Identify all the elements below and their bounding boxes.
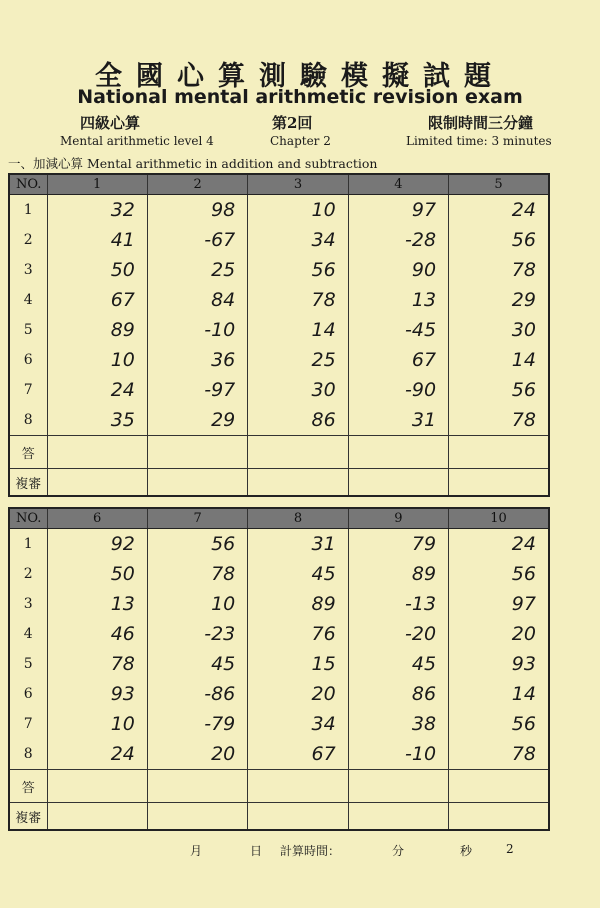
page-number: 2 [506,842,514,856]
review-row [9,469,549,497]
footer-month: 月 [190,844,203,858]
number-cell: 78 [248,285,348,315]
footer-minutes: 分 [392,844,405,858]
row-number: 2 [9,225,47,255]
number-cell: 14 [449,679,549,709]
table-row [9,709,549,739]
row-number: 8 [9,405,47,436]
number-cell: -86 [147,679,247,709]
number-cell: 45 [348,649,448,679]
column-header: 2 [147,174,247,195]
number-cell: 32 [47,195,147,226]
number-cell: -28 [348,225,448,255]
number-cell: 90 [348,255,448,285]
column-header: 7 [147,508,247,529]
number-cell: 24 [47,739,147,770]
review-cell[interactable] [449,803,549,831]
table-row [9,589,549,619]
number-cell: 20 [449,619,549,649]
number-cell: 35 [47,405,147,436]
column-header: 6 [47,508,147,529]
title-chinese: 全國心算測驗模擬試題 [95,61,505,92]
number-cell: 89 [248,589,348,619]
row-number: 4 [9,619,47,649]
number-cell: 89 [47,315,147,345]
row-number: 2 [9,559,47,589]
number-cell: -23 [147,619,247,649]
answer-cell[interactable] [47,770,147,803]
number-cell: 78 [449,739,549,770]
number-cell: 76 [248,619,348,649]
number-cell: 31 [348,405,448,436]
table-row [9,559,549,589]
row-number: 6 [9,345,47,375]
answer-cell[interactable] [147,770,247,803]
number-cell: 34 [248,225,348,255]
number-cell: 56 [449,225,549,255]
number-cell: 56 [147,529,247,560]
footer-seconds: 秒 [460,844,473,858]
review-cell[interactable] [47,469,147,497]
row-number: 1 [9,529,47,560]
number-cell: 67 [47,285,147,315]
number-cell: -90 [348,375,448,405]
row-number: 5 [9,649,47,679]
review-cell[interactable] [248,803,348,831]
number-cell: 36 [147,345,247,375]
answer-cell[interactable] [248,436,348,469]
answer-cell[interactable] [47,436,147,469]
number-cell: 13 [47,589,147,619]
table-row [9,315,549,345]
answer-cell[interactable] [449,770,549,803]
number-cell: -10 [348,739,448,770]
number-cell: 78 [47,649,147,679]
number-cell: 56 [449,559,549,589]
number-cell: -45 [348,315,448,345]
number-cell: 97 [348,195,448,226]
column-header: 9 [348,508,448,529]
footer-day: 日 [250,844,263,858]
review-cell[interactable] [348,469,448,497]
review-cell[interactable] [449,469,549,497]
number-cell: 25 [248,345,348,375]
number-cell: 78 [449,255,549,285]
number-cell: 30 [449,315,549,345]
number-cell: 24 [449,195,549,226]
row-number: 8 [9,739,47,770]
column-header: 8 [248,508,348,529]
time-limit-english: Limited time: 3 minutes [406,134,552,148]
row-number: 4 [9,285,47,315]
review-cell[interactable] [348,803,448,831]
table-row [9,195,549,226]
number-cell: 98 [147,195,247,226]
table-row [9,345,549,375]
chapter-english: Chapter 2 [270,134,331,148]
number-cell: 78 [147,559,247,589]
column-header: 1 [47,174,147,195]
number-cell: 56 [248,255,348,285]
number-cell: 67 [348,345,448,375]
number-cell: 38 [348,709,448,739]
answer-cell[interactable] [248,770,348,803]
answer-row [9,770,549,803]
number-cell: 46 [47,619,147,649]
number-cell: 79 [348,529,448,560]
number-cell: 24 [47,375,147,405]
exercise-table-2 [8,507,550,831]
no-header: NO. [9,508,47,529]
number-cell: 15 [248,649,348,679]
answer-label: 答 [9,770,47,803]
number-cell: 10 [147,589,247,619]
time-limit-chinese: 限制時間三分鐘 [428,114,534,132]
review-label: 複審 [9,803,47,831]
number-cell: 14 [248,315,348,345]
number-cell: 86 [248,405,348,436]
chapter-chinese: 第2回 [272,114,313,132]
review-label: 複審 [9,469,47,497]
number-cell: -13 [348,589,448,619]
header-row [9,174,549,195]
row-number: 3 [9,589,47,619]
number-cell: 10 [47,345,147,375]
number-cell: 31 [248,529,348,560]
number-cell: 20 [147,739,247,770]
footer-calc-time: 計算時間： [280,844,341,858]
number-cell: 93 [449,649,549,679]
table-row [9,739,549,770]
number-cell: -20 [348,619,448,649]
number-cell: -97 [147,375,247,405]
header-row [9,508,549,529]
review-cell[interactable] [47,803,147,831]
number-cell: 67 [248,739,348,770]
number-cell: 34 [248,709,348,739]
table-row [9,619,549,649]
row-number: 5 [9,315,47,345]
title-english: National mental arithmetic revision exam [77,86,523,108]
row-number: 7 [9,709,47,739]
answer-cell[interactable] [449,436,549,469]
number-cell: 93 [47,679,147,709]
level-english: Mental arithmetic level 4 [60,134,214,148]
column-header: 10 [449,508,549,529]
number-cell: 89 [348,559,448,589]
number-cell: 25 [147,255,247,285]
answer-row [9,436,549,469]
table-row [9,375,549,405]
review-cell[interactable] [248,469,348,497]
number-cell: 14 [449,345,549,375]
number-cell: -67 [147,225,247,255]
row-number: 1 [9,195,47,226]
table-row [9,255,549,285]
number-cell: 13 [348,285,448,315]
review-row [9,803,549,831]
review-cell[interactable] [147,469,247,497]
table-row [9,679,549,709]
number-cell: 41 [47,225,147,255]
number-cell: 45 [147,649,247,679]
number-cell: 10 [47,709,147,739]
level-chinese: 四級心算 [80,114,141,132]
number-cell: 50 [47,559,147,589]
review-cell[interactable] [147,803,247,831]
number-cell: 29 [147,405,247,436]
number-cell: 92 [47,529,147,560]
answer-cell[interactable] [348,436,448,469]
number-cell: 30 [248,375,348,405]
no-header: NO. [9,174,47,195]
column-header: 4 [348,174,448,195]
number-cell: -10 [147,315,247,345]
section-title: 一、加減心算 Mental arithmetic in addition and subtraction [8,156,378,171]
table-row [9,529,549,560]
row-number: 6 [9,679,47,709]
number-cell: 56 [449,709,549,739]
column-header: 5 [449,174,549,195]
answer-cell[interactable] [147,436,247,469]
number-cell: 84 [147,285,247,315]
number-cell: 20 [248,679,348,709]
number-cell: 56 [449,375,549,405]
table-row [9,649,549,679]
number-cell: 29 [449,285,549,315]
answer-cell[interactable] [348,770,448,803]
table-row [9,285,549,315]
table-row [9,405,549,436]
number-cell: 97 [449,589,549,619]
number-cell: 10 [248,195,348,226]
number-cell: 50 [47,255,147,285]
row-number: 3 [9,255,47,285]
column-header: 3 [248,174,348,195]
table-row [9,225,549,255]
exercise-table-1 [8,173,550,497]
number-cell: 78 [449,405,549,436]
row-number: 7 [9,375,47,405]
number-cell: -79 [147,709,247,739]
number-cell: 86 [348,679,448,709]
number-cell: 45 [248,559,348,589]
number-cell: 24 [449,529,549,560]
answer-label: 答 [9,436,47,469]
